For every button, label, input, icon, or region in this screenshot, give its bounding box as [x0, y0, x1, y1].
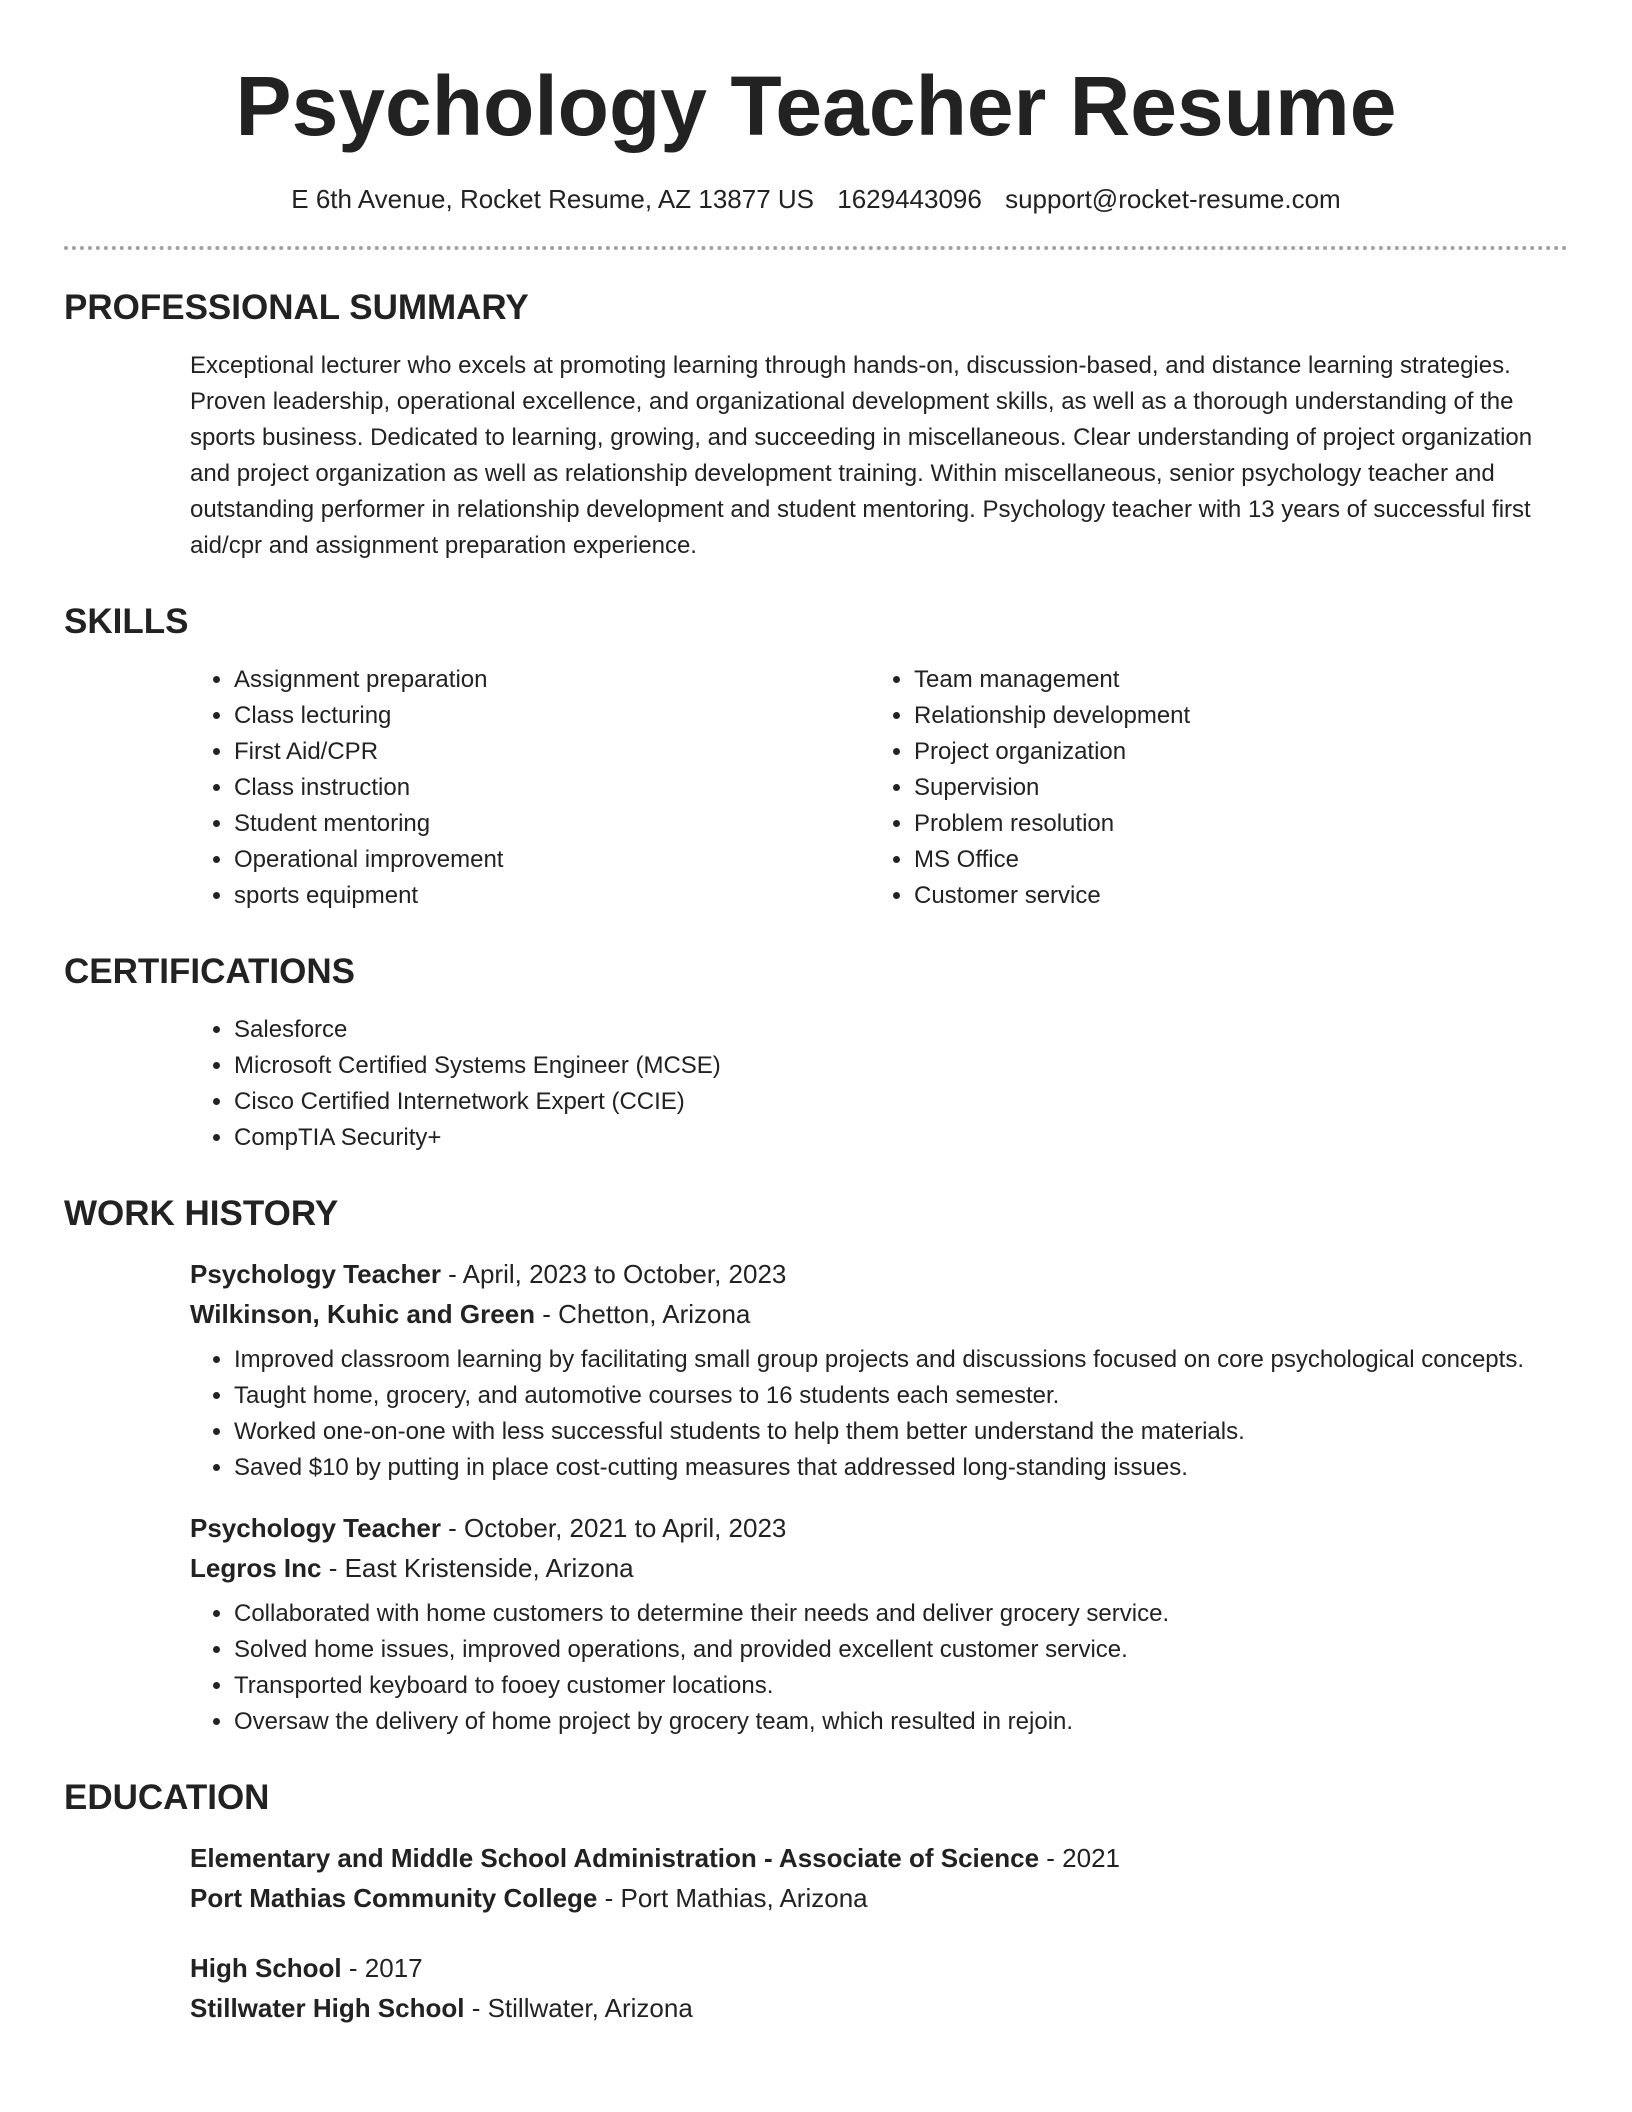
certifications-section: [64, 950, 1568, 1156]
page-title: Psychology Teacher Resume: [235, 59, 1397, 153]
job-entry: [190, 1508, 1568, 1740]
job-bullet: • Improved classroom learning by facilitating small group projects and discussions focused on core psychological concepts.: [234, 1342, 1568, 1378]
certification-item: • Cisco Certified Internetwork Expert (CCIE): [234, 1084, 1568, 1120]
job-bullet: • Collaborated with home customers to determine their needs and deliver grocery service.: [234, 1596, 1568, 1632]
contact-address: E 6th Avenue, Rocket Resume, AZ 13877 US: [291, 184, 814, 214]
job-company: Wilkinson, Kuhic and Green: [190, 1299, 536, 1329]
work-history-section: [64, 1192, 1568, 1740]
summary-text: Exceptional lecturer who excels at promoting learning through hands-on, discussion-based, and distance learning strategies. Proven leadership, operational excellence, and organizational development skills, as well as a thorough understanding of the sports business. Dedicated to learning, growing, and succeeding in miscellaneous. Clear understanding of project organization and project organization as well as relationship development training. Within miscellaneous, senior psychology teacher and outstanding performer in relationship development and student mentoring. Psychology teacher with 13 years of successful first aid/cpr and assignment preparation experience.: [190, 352, 1533, 559]
education-year: - 2021: [1039, 1843, 1120, 1873]
skills-left-column: [190, 662, 870, 914]
education-school: Stillwater High School: [190, 1993, 465, 2023]
contact-line: [64, 182, 1568, 216]
education-section: [64, 1776, 1568, 2028]
job-company-line: [190, 1294, 1568, 1334]
skill-item: • MS Office: [914, 842, 1550, 878]
job-bullet: • Taught home, grocery, and automotive courses to 16 students each semester.: [234, 1378, 1568, 1414]
education-degree-line: [190, 1838, 1568, 1878]
job-title-line: [190, 1508, 1568, 1548]
job-company-line: [190, 1548, 1568, 1588]
education-school: Port Mathias Community College: [190, 1883, 598, 1913]
skill-item: • Customer service: [914, 878, 1550, 914]
resume-header: [64, 0, 1568, 250]
education-location: - Port Mathias, Arizona: [597, 1883, 868, 1913]
skill-item: • Student mentoring: [234, 806, 870, 842]
job-bullet: • Transported keyboard to fooey customer locations.: [234, 1668, 1568, 1704]
skill-item: • sports equipment: [234, 878, 870, 914]
job-bullet: • Oversaw the delivery of home project by grocery team, which resulted in rejoin.: [234, 1704, 1568, 1740]
job-bullet: • Saved $10 by putting in place cost-cutting measures that addressed long-standing issues.: [234, 1450, 1568, 1486]
education-year: - 2017: [341, 1953, 423, 1983]
summary-heading: PROFESSIONAL SUMMARY: [64, 288, 529, 327]
job-dates: - April, 2023 to October, 2023: [440, 1259, 787, 1289]
education-entry: [190, 1948, 1568, 2028]
education-degree: Elementary and Middle School Administration - Associate of Science: [190, 1843, 1040, 1873]
skills-right-column: [870, 662, 1550, 914]
certifications-heading: CERTIFICATIONS: [64, 952, 356, 991]
education-school-line: [190, 1988, 1568, 2028]
skills-section: [64, 600, 1568, 914]
skill-item: • Class lecturing: [234, 698, 870, 734]
job-company: Legros Inc: [190, 1553, 322, 1583]
work-history-heading: WORK HISTORY: [64, 1194, 339, 1233]
education-location: - Stillwater, Arizona: [464, 1993, 693, 2023]
certification-item: • CompTIA Security+: [234, 1120, 1568, 1156]
skill-item: • Class instruction: [234, 770, 870, 806]
skills-heading: SKILLS: [64, 602, 189, 641]
skill-item: • Team management: [914, 662, 1550, 698]
skill-item: • Relationship development: [914, 698, 1550, 734]
job-bullet: • Solved home issues, improved operations, and provided excellent customer service.: [234, 1632, 1568, 1668]
skill-item: • Problem resolution: [914, 806, 1550, 842]
education-degree-line: [190, 1948, 1568, 1988]
education-entry: [190, 1838, 1568, 1918]
job-entry: [190, 1254, 1568, 1486]
job-dates: - October, 2021 to April, 2023: [440, 1513, 787, 1543]
job-location: - Chetton, Arizona: [535, 1299, 751, 1329]
job-title: Psychology Teacher: [190, 1259, 441, 1289]
job-title: Psychology Teacher: [190, 1513, 441, 1543]
skill-item: • Project organization: [914, 734, 1550, 770]
skill-item: • Operational improvement: [234, 842, 870, 878]
job-location: - East Kristenside, Arizona: [321, 1553, 634, 1583]
summary-section: [64, 286, 1568, 564]
skill-item: • First Aid/CPR: [234, 734, 870, 770]
job-bullet: • Worked one-on-one with less successful students to help them better understand the materials.: [234, 1414, 1568, 1450]
education-heading: EDUCATION: [64, 1778, 270, 1817]
education-school-line: [190, 1878, 1568, 1918]
education-degree: High School: [190, 1953, 342, 1983]
certification-item: • Salesforce: [234, 1012, 1568, 1048]
contact-email: support@rocket-resume.com: [1005, 184, 1341, 214]
job-title-line: [190, 1254, 1568, 1294]
header-divider: [64, 246, 1568, 250]
skill-item: • Assignment preparation: [234, 662, 870, 698]
contact-phone: 1629443096: [837, 184, 982, 214]
skill-item: • Supervision: [914, 770, 1550, 806]
certification-item: • Microsoft Certified Systems Engineer (MCSE): [234, 1048, 1568, 1084]
